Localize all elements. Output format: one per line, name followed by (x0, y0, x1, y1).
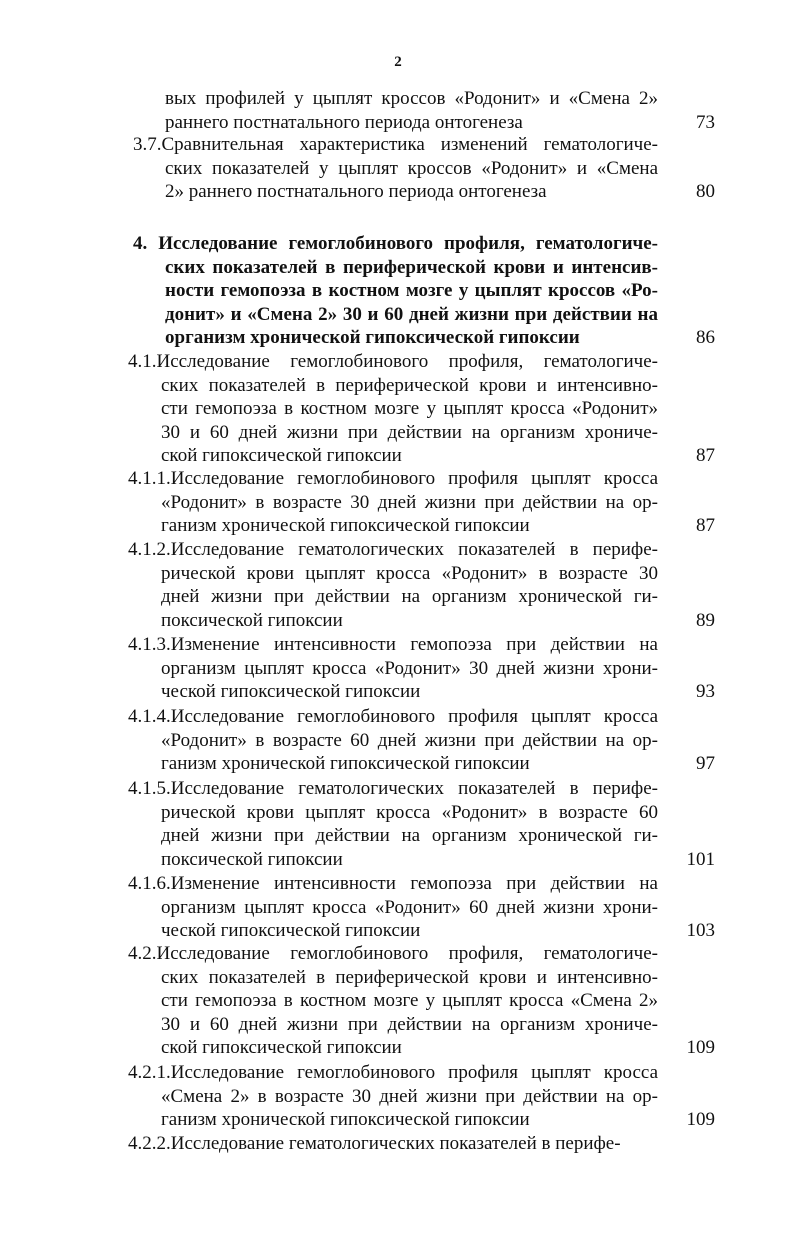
toc-entry-line: 4.2.Исследование гемоглобинового профиля, гематологиче- (128, 943, 658, 964)
toc-entry-line: ности гемопоэза в костном мозге у цыплят кроссов «Ро- (165, 280, 658, 302)
toc-entry-page-number: 87 (696, 515, 715, 537)
toc-entry-line: ских показателей у цыплят кроссов «Родонит» и «Смена (165, 157, 658, 179)
toc-entry-page-number: 87 (696, 445, 715, 467)
toc-entry-line: 2» раннего постнатального периода онтогенеза (165, 181, 547, 203)
toc-entry-line: вых профилей у цыплят кроссов «Родонит» и «Смена 2» (165, 88, 658, 109)
toc-entry-line: ческой гипоксической гипоксии (161, 920, 421, 942)
toc-entry-line: 4.1.1.Исследование гемоглобинового профиля цыплят кросса (128, 468, 658, 489)
toc-entry-line: 4.1.Исследование гемоглобинового профиля, гематологиче- (128, 351, 658, 372)
toc-entry-line: ганизм хронической гипоксической гипоксии (161, 1109, 530, 1131)
toc-entry-line: «Родонит» в возрасте 30 дней жизни при действии на ор- (161, 491, 658, 513)
toc-entry-line: дней жизни при действии на организм хронической ги- (161, 825, 658, 847)
toc-entry-line: 4.2.1.Исследование гемоглобинового профиля цыплят кросса (128, 1062, 658, 1083)
toc-entry-line: дней жизни при действии на организм хронической ги- (161, 586, 658, 608)
toc-entry-page-number: 97 (696, 753, 715, 775)
toc-entry-line: поксической гипоксии (161, 609, 343, 631)
toc-entry-line: рической крови цыплят кросса «Родонит» в возрасте 30 (161, 562, 658, 584)
toc-entry-line: поксической гипоксии (161, 848, 343, 870)
toc-entry-line: сти гемопоэза в костном мозге у цыплят кросса «Смена 2» (161, 990, 658, 1012)
toc-entry-page-number: 73 (696, 111, 715, 133)
toc-entry-line: «Смена 2» в возрасте 30 дней жизни при действии на ор- (161, 1085, 658, 1107)
toc-entry-line: донит» и «Смена 2» 30 и 60 дней жизни при действии на (165, 303, 658, 325)
toc-entry-line: рической крови цыплят кросса «Родонит» в возрасте 60 (161, 801, 658, 823)
toc-entry-line: 4.1.4.Исследование гемоглобинового профиля цыплят кросса (128, 706, 658, 727)
toc-entry-line: ских показателей в периферической крови и интенсивно- (161, 966, 658, 988)
toc-entry-line: ской гипоксической гипоксии (161, 1037, 402, 1059)
toc-entry-line: сти гемопоэза в костном мозге у цыплят кросса «Родонит» (161, 398, 658, 420)
toc-entry-line: ганизм хронической гипоксической гипоксии (161, 753, 530, 775)
toc-entry-line: 30 и 60 дней жизни при действии на организм хрониче- (161, 1013, 658, 1035)
toc-entry-line: ских показателей в периферической крови и интенсив- (165, 256, 658, 278)
toc-entry-line: «Родонит» в возрасте 60 дней жизни при действии на ор- (161, 729, 658, 751)
toc-entry-line: организм хронической гипоксической гипоксии (165, 327, 580, 349)
toc-entry-line: раннего постнатального периода онтогенеза (165, 111, 523, 133)
toc-entry-line: организм цыплят кросса «Родонит» 60 дней жизни хрони- (161, 896, 658, 918)
toc-entry-line: 4.2.2.Исследование гематологических показателей в перифе- (128, 1133, 621, 1154)
page-number: 2 (394, 54, 402, 70)
toc-entry-line: 4.1.6.Изменение интенсивности гемопоэза при действии на (128, 873, 658, 894)
toc-entry-line: ской гипоксической гипоксии (161, 445, 402, 467)
toc-entry-page-number: 109 (686, 1109, 715, 1131)
toc-entry-line: организм цыплят кросса «Родонит» 30 дней жизни хрони- (161, 657, 658, 679)
toc-entry-line: ганизм хронической гипоксической гипоксии (161, 515, 530, 537)
toc-entry-page-number: 109 (686, 1037, 715, 1059)
toc-entry-page-number: 101 (686, 848, 715, 870)
toc-entry-page-number: 86 (696, 327, 715, 349)
toc-entry-page-number: 103 (686, 920, 715, 942)
toc-entry-page-number: 89 (696, 609, 715, 631)
toc-entry-line: 3.7.Сравнительная характеристика изменений гематологиче- (133, 134, 658, 155)
toc-entry-line: 4.1.2.Исследование гематологических показателей в перифе- (128, 539, 658, 560)
toc-entry-line: 4.1.5.Исследование гематологических показателей в перифе- (128, 778, 658, 799)
toc-entry-line: 30 и 60 дней жизни при действии на организм хрониче- (161, 421, 658, 443)
toc-entry-line: 4. Исследование гемоглобинового профиля, гематологиче- (133, 233, 658, 254)
toc-entry-page-number: 93 (696, 681, 715, 703)
toc-entry-line: 4.1.3.Изменение интенсивности гемопоэза при действии на (128, 634, 658, 655)
toc-entry-line: ских показателей в периферической крови и интенсивно- (161, 374, 658, 396)
toc-entry-line: ческой гипоксической гипоксии (161, 681, 421, 703)
toc-entry-page-number: 80 (696, 181, 715, 203)
